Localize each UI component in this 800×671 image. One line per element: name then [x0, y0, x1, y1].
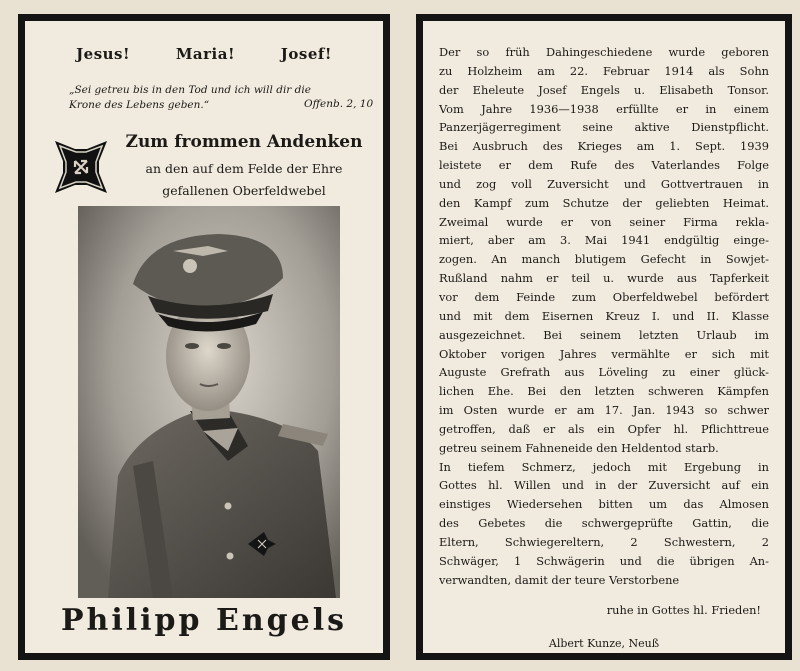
invocation-jesus: Jesus! — [76, 45, 131, 63]
verse-line-2: Krone des Lebens geben.“ — [69, 99, 210, 111]
bio-line: leistete er dem Rufe des Vaterlandes Folge — [439, 158, 769, 173]
invocation-josef: Josef! — [280, 45, 332, 63]
bio-line: Zweimal wurde er von seiner Firma rekla- — [439, 214, 769, 229]
bio-line: vor dem Feinde zum Oberfeldwebel befördert — [439, 289, 769, 304]
bio-line: und zog voll Zuversicht und Gottvertrauen in — [439, 176, 769, 191]
mourning-line: Eltern, Schwiegereltern, 2 Schwestern, 2 — [439, 534, 769, 549]
bio-line: Oktober vorigen Jahres vermählte er sich mit — [439, 346, 769, 361]
bio-line: den Kampf zum Schutze der geliebten Heimat. — [439, 195, 769, 210]
memorial-line-1: an den auf dem Felde der Ehre — [145, 161, 343, 176]
mourning-line: des Gebetes die schwergeprüfte Gattin, die — [439, 516, 769, 531]
bio-line: zu Holzheim am 22. Februar 1914 als Sohn — [439, 63, 769, 78]
bio-line: Bei Ausbruch des Krieges am 1. Sept. 1939 — [439, 139, 769, 154]
biography-text — [439, 43, 769, 589]
memorial-card-front — [18, 14, 390, 660]
invocation — [25, 45, 383, 63]
bio-line: Auguste Grefrath aus Löveling zu einer glück- — [439, 365, 769, 380]
invocation-maria: Maria! — [175, 45, 236, 63]
mourning-line: Schwäger, 1 Schwägerin und die übrigen An- — [439, 553, 769, 568]
bio-line: der Eheleute Josef Engels u. Elisabeth Tonsor. — [439, 82, 769, 97]
iron-cross-icon — [53, 139, 109, 195]
bio-line: Rußland nahm er teil u. wurde aus Tapferkeit — [439, 271, 769, 286]
deceased-name: Philipp Engels — [61, 603, 347, 638]
mourning-line: In tiefem Schmerz, jedoch mit Ergebung in — [439, 459, 769, 474]
mourning-line: Gottes hl. Willen und in der Zuversicht auf ein — [439, 478, 769, 493]
portrait-photo — [78, 206, 340, 598]
memorial-line-2: gefallenen Oberfeldwebel — [162, 183, 326, 198]
bio-line: Panzerjägerregiment seine aktive Dienstpflicht. — [439, 120, 769, 135]
verse-line-1: „Sei getreu bis in den Tod und ich will dir die — [69, 84, 311, 96]
bio-line: getreu seinem Fahneneide den Heldentod starb. — [439, 440, 719, 455]
bio-line: im Osten wurde er am 17. Jan. 1943 so schwer — [439, 403, 769, 418]
memorial-card-back — [416, 14, 792, 660]
closing-line: ruhe in Gottes hl. Frieden! — [606, 603, 761, 617]
bio-line: Vom Jahre 1936—1938 erfüllte er in einem — [439, 101, 769, 116]
printer-credit: Albert Kunze, Neuß — [548, 637, 660, 650]
bio-line: miert, aber am 3. Mai 1941 endgültig einge- — [439, 233, 769, 248]
bio-line: und mit dem Eisernen Kreuz I. und II. Klasse — [439, 308, 769, 323]
bio-line: zogen. An manch blutigem Gefecht in Sowjet- — [439, 252, 769, 267]
bio-line: ausgezeichnet. Bei seinem letzten Urlaub im — [439, 327, 769, 342]
mourning-line: verwandten, damit der teure Verstorbene — [439, 572, 680, 587]
memorial-title: Zum frommen Andenken — [125, 132, 363, 152]
bio-line: getroffen, daß er als ein Opfer hl. Pflichttreue — [439, 421, 769, 436]
verse-reference: Offenb. 2, 10 — [304, 98, 374, 110]
bio-line: Der so früh Dahingeschiedene wurde geboren — [439, 45, 769, 59]
bio-line: lichen Ehe. Bei den letzten schweren Kämpfen — [439, 384, 769, 399]
mourning-line: einstiges Wiedersehen bitten um das Almosen — [439, 497, 769, 512]
